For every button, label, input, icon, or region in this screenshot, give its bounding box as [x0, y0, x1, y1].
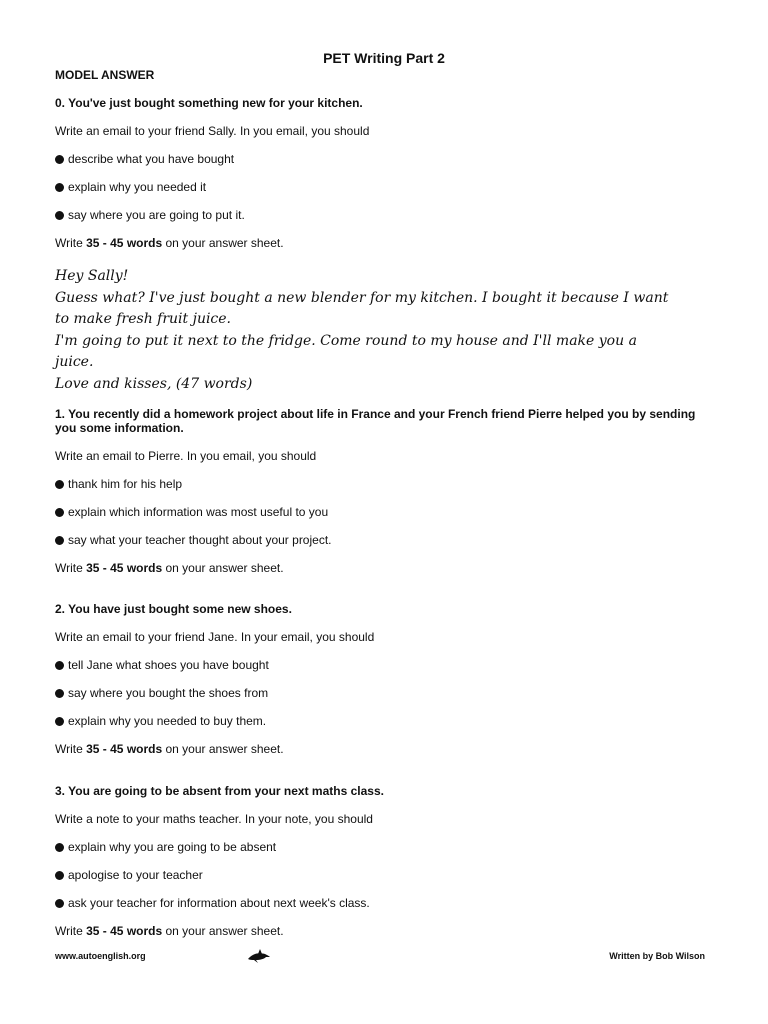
question-3-title: 3. You are going to be absent from your next maths class.	[55, 784, 384, 798]
question-0-bullet-3: say where you are going to put it.	[55, 208, 715, 222]
question-1	[55, 407, 705, 575]
model-answer-line: I'm going to put it next to the fridge. Come round to my house and I'll make you a	[55, 332, 637, 349]
model-answer-text	[55, 266, 755, 395]
question-1-title: 1. You recently did a homework project about life in France and your French friend Pierre helped you by sending you some information.	[55, 407, 696, 435]
bullet-icon	[55, 480, 64, 489]
question-2-bullet-3: explain why you needed to buy them.	[55, 714, 715, 728]
question-0-title: 0. You've just bought something new for your kitchen.	[55, 96, 363, 110]
question-2	[55, 602, 715, 756]
question-1-instruction: Write an email to Pierre. In you email, you should	[55, 449, 317, 463]
question-0-bullet-1: describe what you have bought	[55, 152, 715, 166]
bullet-icon	[55, 155, 64, 164]
model-answer-line: juice.	[55, 354, 94, 370]
question-1-bullet-1: thank him for his help	[55, 477, 705, 491]
model-answer-line: to make fresh fruit juice.	[55, 311, 232, 327]
bullet-icon	[55, 717, 64, 726]
question-3-instruction: Write a note to your maths teacher. In your note, you should	[55, 812, 373, 826]
dolphin-icon	[246, 948, 272, 964]
question-0-bullet-2: explain why you needed it	[55, 180, 715, 194]
bullet-icon	[55, 183, 64, 192]
bullet-icon	[55, 508, 64, 517]
question-3-bullet-3: ask your teacher for information about next week's class.	[55, 896, 715, 910]
bullet-icon	[55, 689, 64, 698]
question-2-bullet-1: tell Jane what shoes you have bought	[55, 658, 715, 672]
question-1-word-count: Write 35 - 45 words on your answer sheet.	[55, 561, 284, 575]
question-3-word-count: Write 35 - 45 words on your answer sheet.	[55, 924, 284, 938]
model-answer-line: Hey Sally!	[55, 268, 129, 284]
bullet-icon	[55, 661, 64, 670]
question-0-instruction: Write an email to your friend Sally. In you email, you should	[55, 124, 370, 138]
question-2-word-count: Write 35 - 45 words on your answer sheet.	[55, 742, 284, 756]
question-3-bullet-2: apologise to your teacher	[55, 868, 715, 882]
bullet-icon	[55, 843, 64, 852]
question-2-instruction: Write an email to your friend Jane. In your email, you should	[55, 630, 375, 644]
question-3	[55, 784, 715, 938]
footer-website: www.autoenglish.org	[55, 951, 146, 961]
bullet-icon	[55, 536, 64, 545]
question-1-bullet-3: say what your teacher thought about your project.	[55, 533, 705, 547]
page-title: PET Writing Part 2	[323, 50, 445, 66]
bullet-icon	[55, 899, 64, 908]
model-answer-line: Love and kisses, (47 words)	[55, 375, 253, 392]
footer-author: Written by Bob Wilson	[609, 951, 705, 961]
model-answer-line: Guess what? I've just bought a new blender for my kitchen. I bought it because I want	[55, 289, 669, 306]
question-1-bullet-2: explain which information was most useful to you	[55, 505, 705, 519]
question-0-word-count: Write 35 - 45 words on your answer sheet.	[55, 236, 284, 250]
question-2-bullet-2: say where you bought the shoes from	[55, 686, 715, 700]
model-answer-label: MODEL ANSWER	[55, 68, 155, 82]
question-0	[55, 96, 715, 250]
bullet-icon	[55, 871, 64, 880]
question-2-title: 2. You have just bought some new shoes.	[55, 602, 292, 616]
question-3-bullet-1: explain why you are going to be absent	[55, 840, 715, 854]
bullet-icon	[55, 211, 64, 220]
